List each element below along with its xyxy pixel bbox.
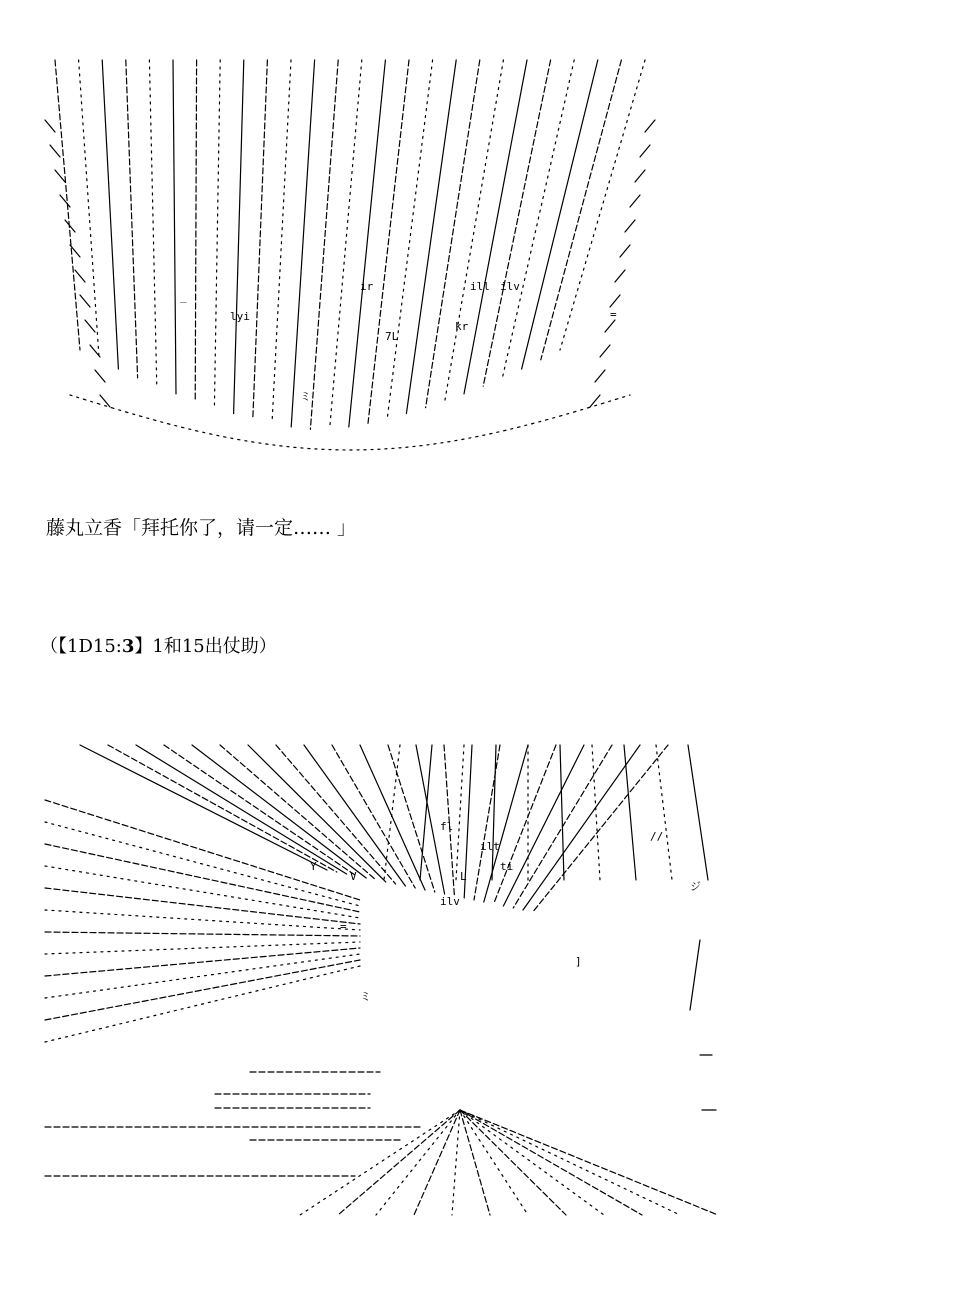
vertical-streak: [688, 745, 708, 880]
art-glyph: kr: [455, 320, 469, 333]
side-streak: [45, 966, 360, 1042]
burst-streak: [474, 745, 500, 900]
burst-streak: [494, 745, 556, 904]
side-streak: [45, 948, 360, 976]
speaker-name: 藤丸立香: [46, 517, 123, 539]
dialogue-text: 「拜托你了，请一定…… 」: [122, 517, 357, 539]
art-glyph: Y: [310, 860, 317, 873]
lower-fan: [338, 1110, 460, 1215]
lower-fan: [460, 1110, 680, 1215]
side-streak: [45, 910, 360, 930]
lower-fan: [460, 1110, 528, 1215]
vertical-streak: [656, 745, 672, 880]
burst-streak: [388, 745, 435, 892]
roll-rest: 1和15出仗助）: [152, 636, 277, 657]
art-glyph: fl: [440, 820, 454, 833]
vertical-streak: [592, 745, 600, 880]
art-glyph: 7L: [385, 330, 399, 343]
art-glyph: ミ: [300, 390, 311, 403]
burst-streak: [164, 745, 356, 876]
art-glyph: V: [350, 870, 357, 883]
burst-streak: [108, 745, 337, 872]
art-glyph: ill: [470, 280, 490, 293]
side-streak: [45, 932, 360, 936]
lower-fan: [376, 1110, 460, 1215]
right-edge-stroke: [690, 940, 700, 1010]
roll-open: （【: [40, 636, 67, 657]
roll-dice: 1D15:: [67, 636, 122, 657]
burst-streak: [80, 745, 327, 870]
art-glyph: ilv: [500, 280, 520, 293]
lower-fan: [460, 1110, 604, 1215]
lower-fan: [452, 1110, 460, 1215]
vertical-streak: [456, 745, 464, 880]
art-glyph: ミ: [360, 990, 371, 1003]
burst-streak: [484, 745, 528, 902]
art-glyph: //: [650, 830, 664, 843]
art-glyph: ilt: [480, 840, 500, 853]
side-streak: [45, 866, 360, 918]
burst-streak: [523, 745, 640, 910]
side-streak: [45, 800, 360, 900]
burst-streak: [332, 745, 415, 888]
art-glyph: ]: [575, 955, 582, 968]
art-glyph: lyi: [230, 310, 250, 323]
vertical-streak: [624, 745, 636, 880]
side-streak: [45, 954, 360, 998]
vertical-streak: [560, 745, 564, 880]
burst-streak: [503, 745, 584, 906]
art-glyph: ilv: [440, 895, 460, 908]
burst-streak: [533, 745, 668, 912]
roll-result: 3: [121, 636, 135, 657]
roll-close: 】: [134, 636, 153, 657]
side-streak: [45, 888, 360, 924]
art-glyph: =: [340, 920, 347, 933]
art-glyph: ir: [360, 280, 374, 293]
burst-streak: [276, 745, 396, 884]
lower-fan: [460, 1110, 642, 1215]
art-glyph: _: [180, 290, 187, 303]
art-glyph: L: [460, 870, 467, 883]
lower-fan: [300, 1110, 460, 1215]
side-streak: [45, 942, 360, 954]
art-glyph: ジ: [690, 880, 701, 893]
side-streak: [45, 844, 360, 912]
vertical-streak: [420, 745, 432, 880]
side-streak: [45, 960, 360, 1020]
lower-fan: [460, 1110, 718, 1215]
burst-streak: [192, 745, 366, 878]
art-glyph: =: [610, 308, 617, 321]
art-glyph: ti: [500, 860, 514, 873]
lower-fan: [460, 1110, 490, 1215]
